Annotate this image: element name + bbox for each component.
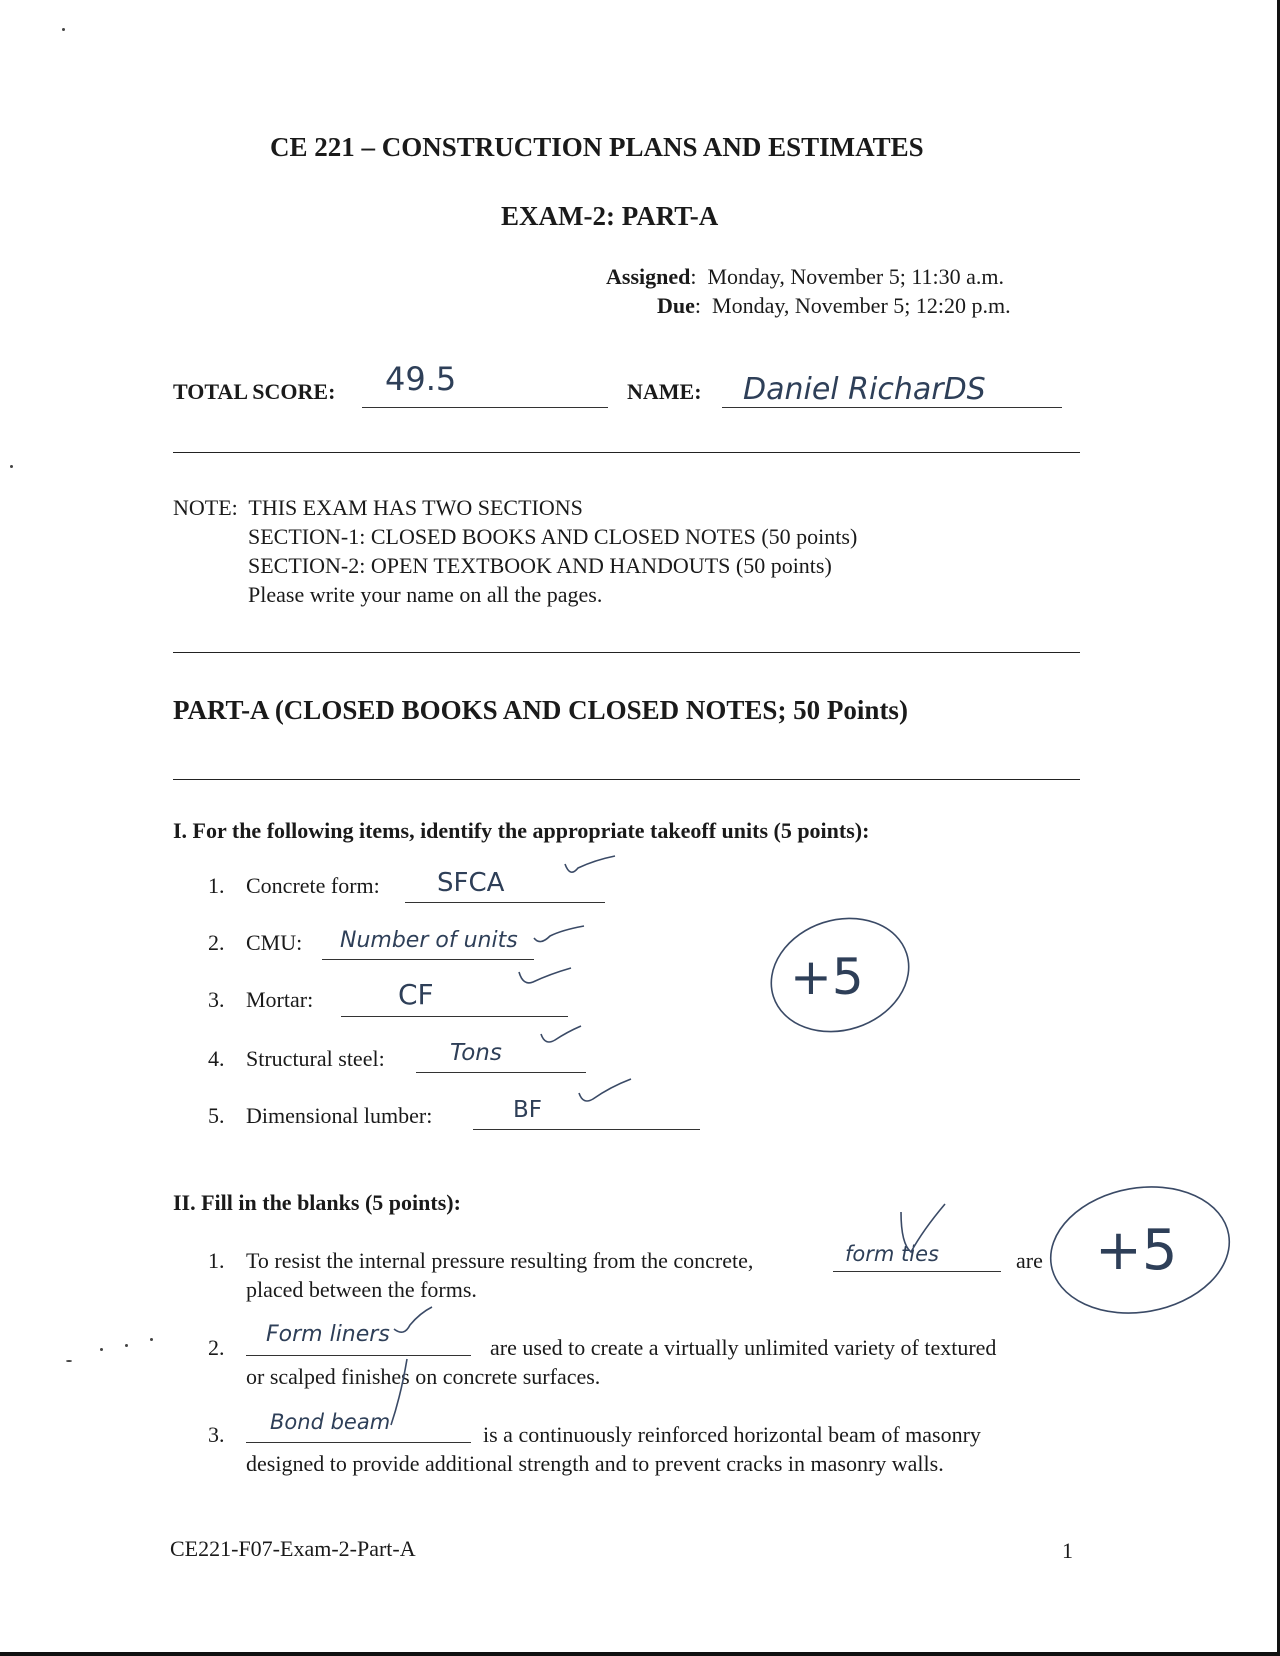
section-1-heading: I. For the following items, identify the appropriate takeoff units (5 points): — [173, 818, 870, 843]
note-label: NOTE — [173, 495, 232, 520]
section-2-heading: II. Fill in the blanks (5 points): — [173, 1190, 461, 1215]
check-mark-icon — [575, 1075, 635, 1115]
assigned-value: Monday, November 5; 11:30 a.m. — [707, 264, 1005, 289]
answer-1-5: BF — [513, 1097, 543, 1123]
scan-speck — [66, 1360, 72, 1362]
question-number: 1. — [208, 873, 225, 898]
answer-blank — [246, 1442, 471, 1443]
question-1-5 — [208, 1103, 432, 1129]
footer-page-number: 1 — [1062, 1538, 1073, 1563]
answer-2-1: form ties — [845, 1242, 939, 1266]
name-blank — [722, 407, 1062, 408]
part-heading: PART-A (CLOSED BOOKS AND CLOSED NOTES; 50 Points) — [173, 695, 908, 725]
question-number: 2. — [208, 930, 225, 955]
question-number: 1. — [208, 1248, 225, 1273]
question-number: 5. — [208, 1103, 225, 1128]
question-1-4 — [208, 1046, 385, 1072]
question-2-1 — [208, 1248, 753, 1274]
page-title: CE 221 – CONSTRUCTION PLANS AND ESTIMATES — [270, 132, 924, 162]
scan-edge-bottom — [0, 1652, 1280, 1656]
answer-blank — [405, 902, 605, 903]
question-2-2-num — [208, 1335, 246, 1361]
question-number: 3. — [208, 987, 225, 1012]
scan-speck — [10, 465, 13, 468]
section-2-score: +5 — [1095, 1218, 1178, 1283]
section-1-score: +5 — [790, 948, 864, 1006]
question-label: Structural steel: — [246, 1046, 385, 1071]
divider — [173, 652, 1080, 653]
total-score-blank — [362, 407, 608, 408]
scan-speck — [62, 28, 65, 31]
answer-blank — [833, 1271, 1001, 1272]
question-2-1-tail: are — [1016, 1248, 1043, 1273]
question-2-1-line2: placed between the forms. — [246, 1277, 477, 1302]
page-subtitle: EXAM-2: PART-A — [501, 201, 719, 231]
total-score-value: 49.5 — [385, 360, 457, 398]
question-label: CMU: — [246, 930, 303, 955]
note-text-1: THIS EXAM HAS TWO SECTIONS — [248, 495, 583, 520]
due-value: Monday, November 5; 12:20 p.m. — [712, 293, 1011, 318]
note-line-1: NOTE: THIS EXAM HAS TWO SECTIONS — [173, 495, 583, 520]
check-mark-icon — [390, 1305, 450, 1345]
answer-2-2: Form liners — [266, 1322, 390, 1347]
scan-speck — [100, 1348, 103, 1351]
question-number: 3. — [208, 1422, 225, 1447]
scan-speck — [150, 1338, 153, 1341]
note-line-4: Please write your name on all the pages. — [248, 582, 603, 607]
divider — [173, 779, 1080, 780]
answer-blank — [416, 1072, 586, 1073]
total-score-label: TOTAL SCORE: — [173, 379, 336, 404]
check-mark-icon — [385, 1355, 445, 1430]
check-mark-icon — [515, 962, 575, 992]
question-label: Concrete form: — [246, 873, 380, 898]
footer-doc-id: CE221-F07-Exam-2-Part-A — [170, 1536, 416, 1561]
question-2-3-line2: designed to provide additional strength and to prevent cracks in masonry walls. — [246, 1451, 944, 1476]
divider — [173, 452, 1080, 453]
due-row: Due: Monday, November 5; 12:20 p.m. — [657, 293, 1011, 318]
answer-1-2: Number of units — [340, 928, 518, 953]
question-label: Mortar: — [246, 987, 314, 1012]
note-line-2: SECTION-1: CLOSED BOOKS AND CLOSED NOTES (50 points) — [248, 524, 858, 549]
answer-1-1: SFCA — [437, 868, 505, 898]
assigned-label: Assigned — [606, 264, 691, 289]
answer-1-4: Tons — [450, 1040, 502, 1066]
question-number: 2. — [208, 1335, 225, 1360]
question-text: To resist the internal pressure resulting from the concrete, — [246, 1248, 754, 1273]
note-line-3: SECTION-2: OPEN TEXTBOOK AND HANDOUTS (50 points) — [248, 553, 832, 578]
question-1-3 — [208, 987, 313, 1013]
answer-1-3: CF — [398, 978, 434, 1011]
check-mark-icon — [893, 1200, 953, 1260]
question-number: 4. — [208, 1046, 225, 1071]
question-2-3-text: is a continuously reinforced horizontal beam of masonry — [483, 1422, 981, 1447]
question-2-2-text: are used to create a virtually unlimited variety of textured — [490, 1335, 997, 1360]
scan-speck — [125, 1344, 128, 1347]
check-mark-icon — [560, 854, 620, 884]
question-2-2-line2: or scalped finishes on concrete surfaces. — [246, 1364, 601, 1389]
name-label: NAME: — [627, 379, 702, 404]
check-mark-icon — [537, 1022, 587, 1052]
answer-2-3: Bond beam — [270, 1410, 391, 1434]
question-1-2 — [208, 930, 302, 956]
name-value: Daniel RicharDS — [743, 372, 986, 407]
due-label: Due — [657, 293, 695, 318]
question-1-1 — [208, 873, 380, 899]
check-mark-icon — [530, 922, 590, 952]
answer-blank — [322, 959, 534, 960]
question-label: Dimensional lumber: — [246, 1103, 433, 1128]
assigned-row: Assigned: Monday, November 5; 11:30 a.m. — [606, 264, 1005, 289]
answer-blank — [341, 1016, 568, 1017]
answer-blank — [473, 1129, 700, 1130]
question-2-3-num — [208, 1422, 246, 1448]
